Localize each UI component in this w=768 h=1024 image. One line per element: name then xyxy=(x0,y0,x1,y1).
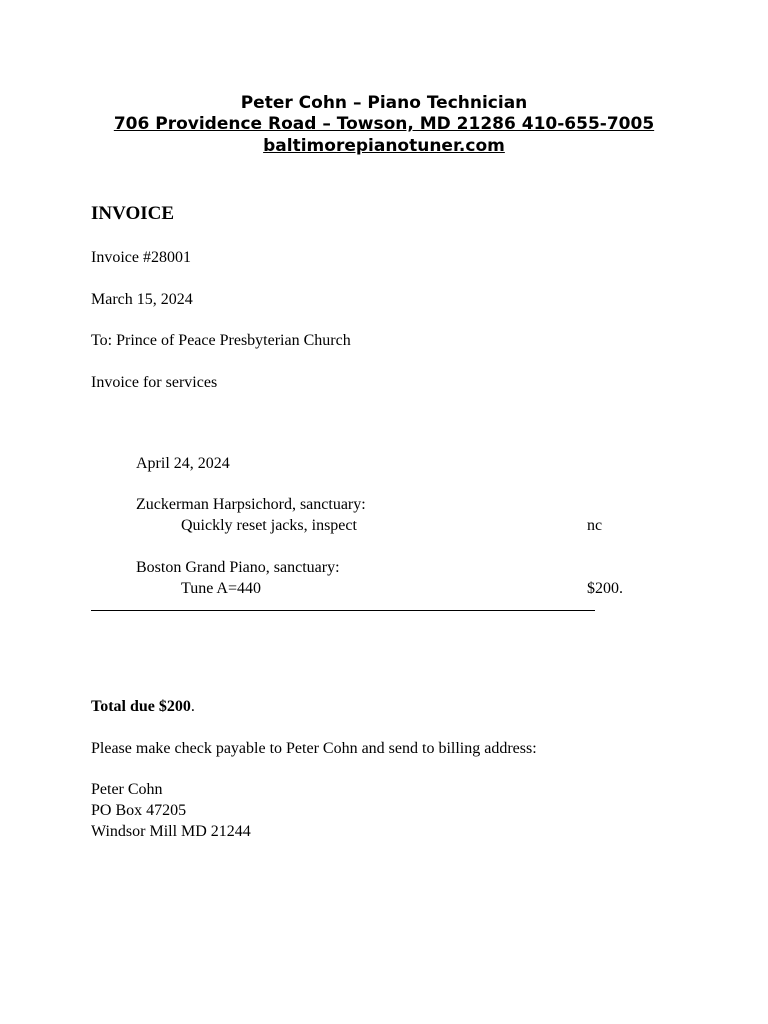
item-amount: $200. xyxy=(587,580,623,597)
billing-address-line1: PO Box 47205 xyxy=(91,802,187,819)
total-due-label: Total due $200 xyxy=(91,698,191,715)
total-due xyxy=(91,696,195,717)
business-website-line xyxy=(0,136,768,157)
item-amount: nc xyxy=(587,517,603,534)
item-detail: Quickly reset jacks, inspect xyxy=(181,517,357,534)
invoice-title: INVOICE xyxy=(91,203,175,224)
business-website: baltimorepianotuner.com xyxy=(263,136,505,156)
payment-instructions: Please make check payable to Peter Cohn and send to billing address: xyxy=(91,740,537,757)
invoice-subject: Invoice for services xyxy=(91,374,218,391)
divider-line xyxy=(91,610,595,611)
billing-name: Peter Cohn xyxy=(91,781,163,798)
item-heading: Boston Grand Piano, sanctuary: xyxy=(136,559,340,576)
business-address-phone: 706 Providence Road – Towson, MD 21286 410-655-7005 xyxy=(113,114,655,134)
service-date: April 24, 2024 xyxy=(136,455,230,472)
invoice-recipient: To: Prince of Peace Presbyterian Church xyxy=(91,332,351,349)
item-heading: Zuckerman Harpsichord, sanctuary: xyxy=(136,496,366,513)
total-due-suffix: . xyxy=(190,698,195,715)
invoice-number: Invoice #28001 xyxy=(91,249,191,266)
invoice-date: March 15, 2024 xyxy=(91,291,193,308)
business-address-line xyxy=(0,114,768,135)
billing-address-line2: Windsor Mill MD 21244 xyxy=(91,823,251,840)
item-detail: Tune A=440 xyxy=(181,580,262,597)
business-name: Peter Cohn – Piano Technician xyxy=(240,93,528,113)
